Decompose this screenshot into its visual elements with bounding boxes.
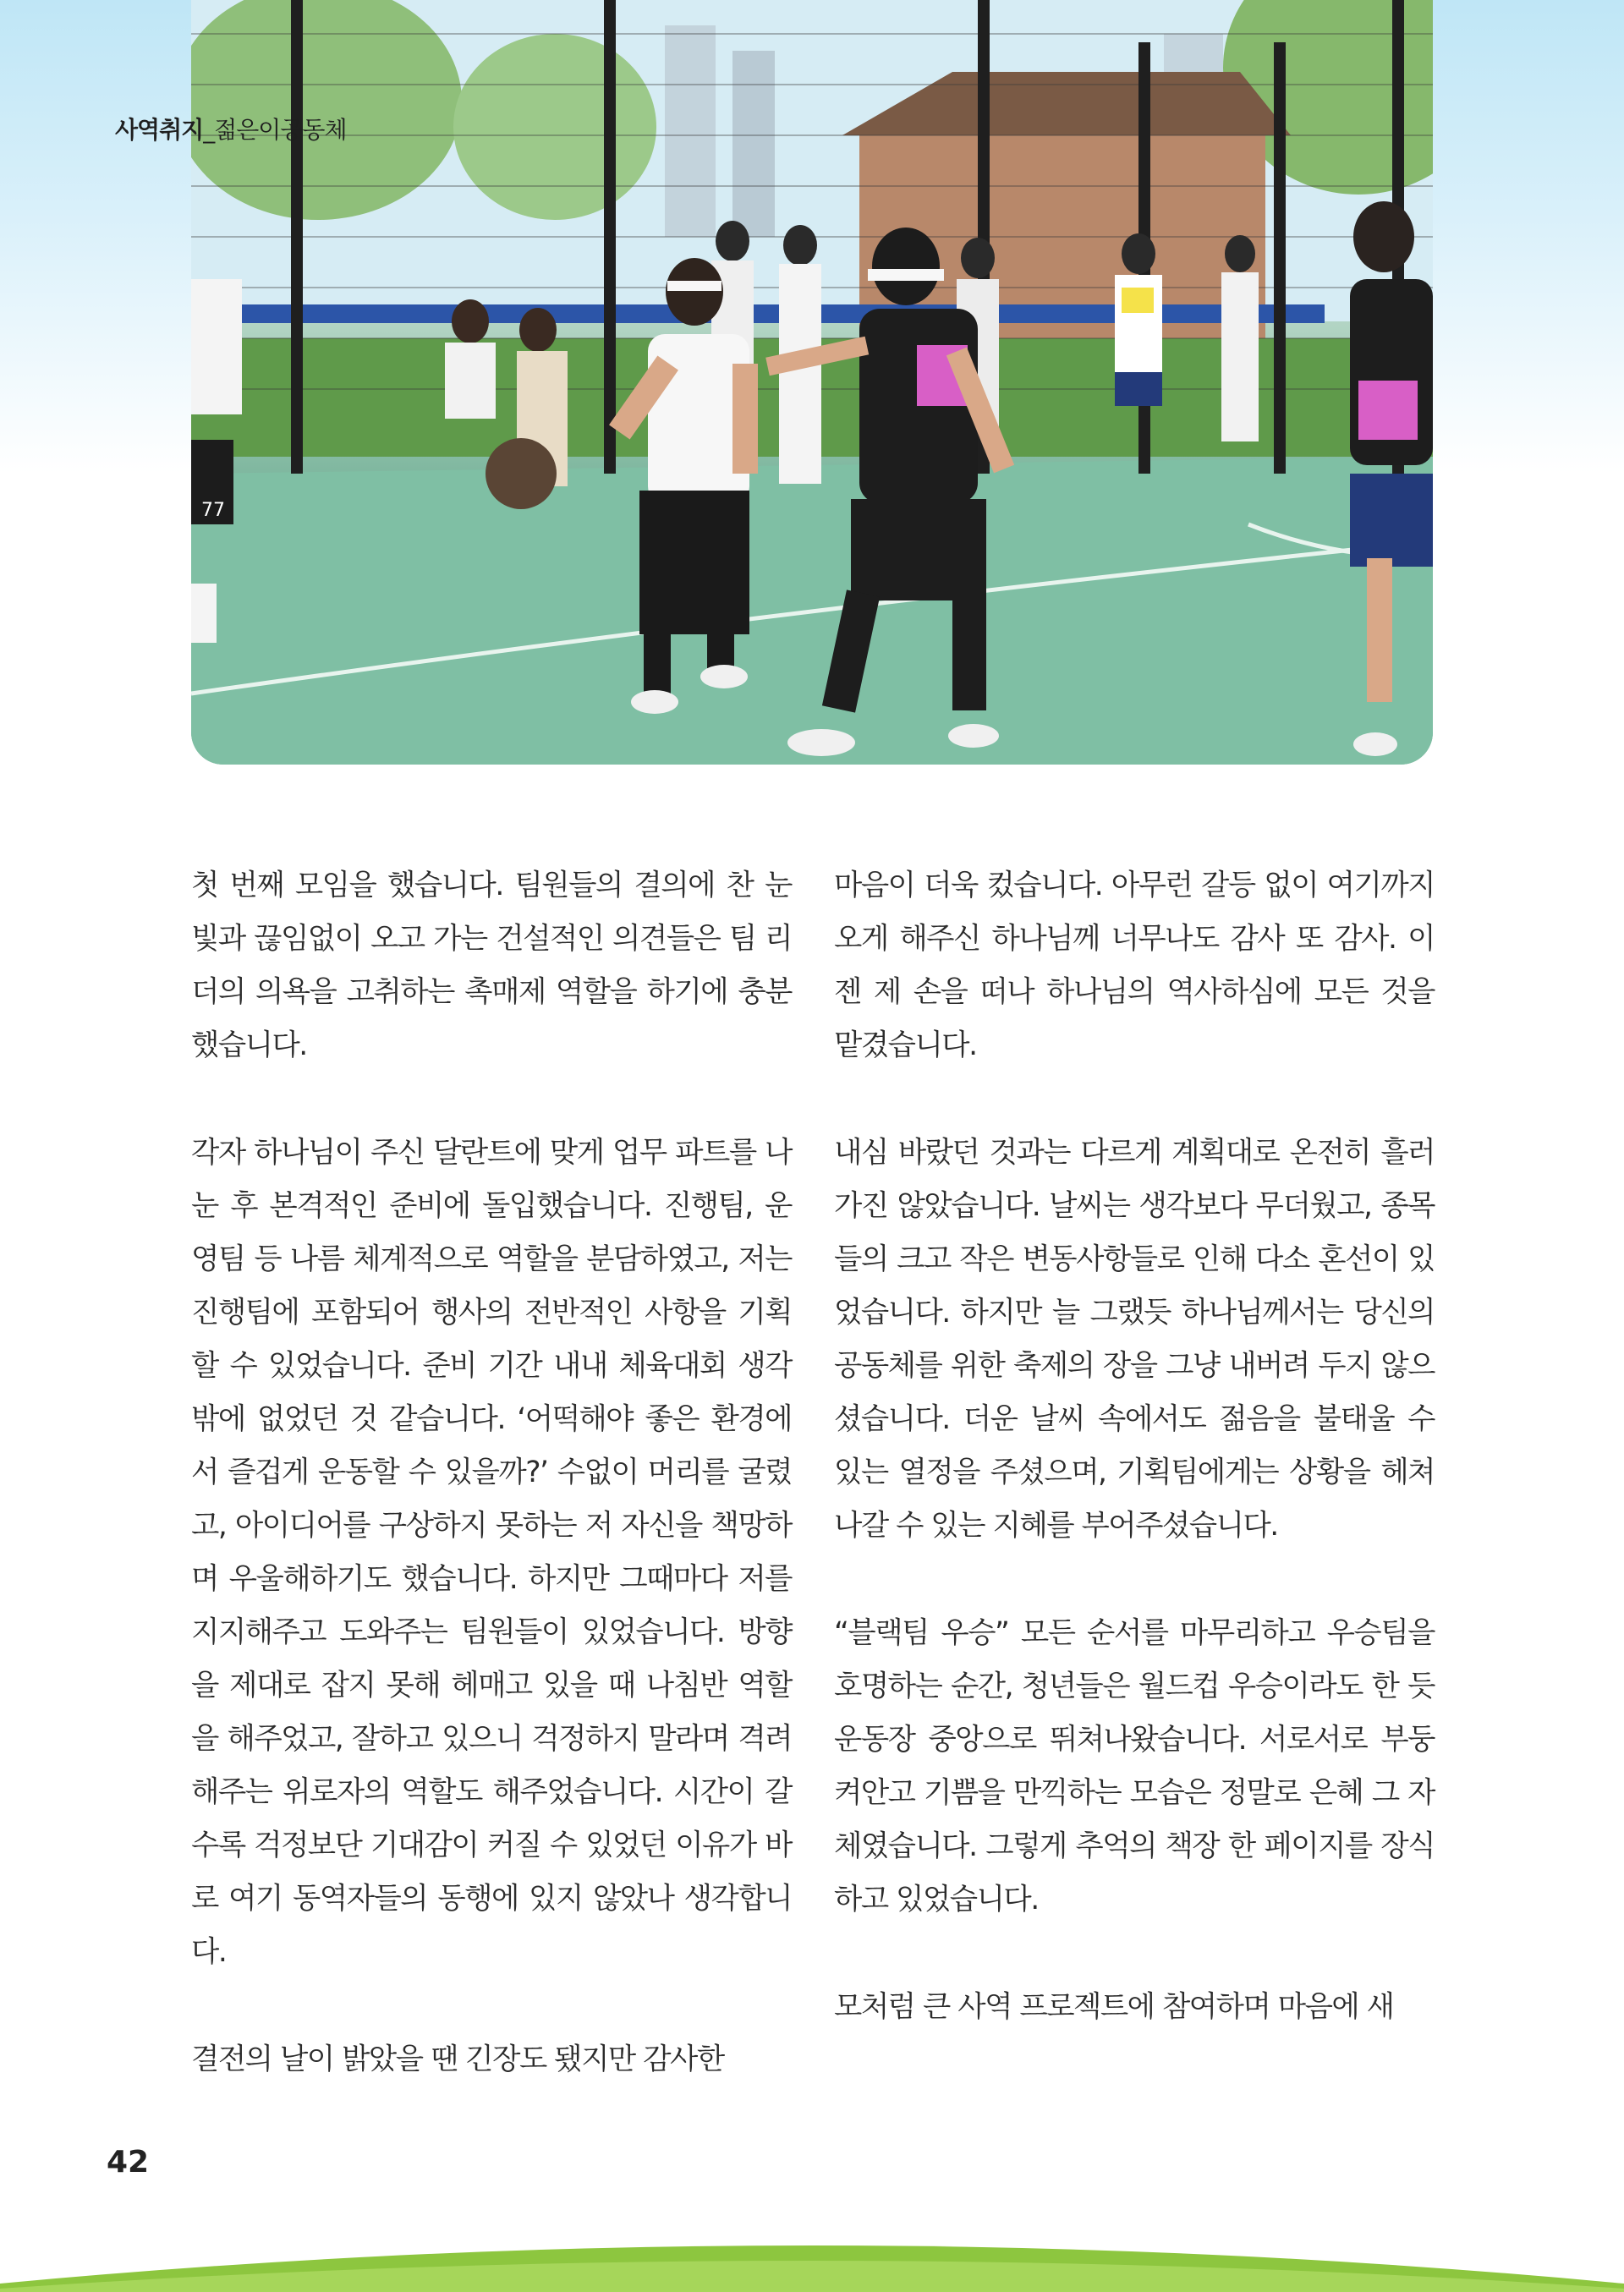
paragraph: 결전의 날이 밝았을 땐 긴장도 됐지만 감사한: [191, 2043, 724, 2076]
paragraph: 각자 하나님이 주신 달란트에 맞게 업무 파트를 나눈 후 본격적인 준비에 돌입했습니다. 진행팀, 운영팀 등 나름 체계적으로 역할을 분담하였고, 저는 진행팀에 포함되어 행사의 전반적인 사항을 기획할 수 있었습니다. 준비 기간 내내 체육대회 생각밖에 없었던 것 같습니다. ‘어떡해야 좋은 환경에서 즐겁게 운동할 수 있을까?’ 수없이 머리를 굴렸고, 아이디어를 구상하지 못하는 저 자신을 책망하며 우울해하기도 했습니다. 하지만 그때마다 저를 지지해주고 도와주는 팀원들이 있었습니다. 방향을 제대로 잡지 못해 헤매고 있을 때 나침반 역할을 해주었고, 잘하고 있으니 걱정하지 말라며 격려해주는 위로자의 역할도 해주었습니다. 시간이 갈수록 걱정보단 기대감이 커질 수 있었던 이유가 바로 여기 동역자들의 동행에 있지 않았나 생각합니다.: [191, 1136, 792, 1969]
page-number: 42: [107, 2145, 150, 2180]
paragraph: 첫 번째 모임을 했습니다. 팀원들의 결의에 찬 눈빛과 끊임없이 오고 가는 건설적인 의견들은 팀 리더의 의욕을 고취하는 촉매제 역할을 하기에 충분했습니다.: [191, 869, 792, 1062]
basketball-game-photo: [191, 0, 1433, 765]
footer-green-wave: [0, 2224, 1624, 2292]
paragraph: “블랙팀 우승” 모든 순서를 마무리하고 우승팀을 호명하는 순간, 청년들은 월드컵 우승이라도 한 듯 운동장 중앙으로 뛰쳐나왔습니다. 서로서로 부둥켜안고 기쁨을 만끽하는 모습은 정말로 은혜 그 자체였습니다. 그렇게 추억의 책장 한 페이지를 장식하고 있었습니다.: [834, 1616, 1435, 1916]
paragraph: 내심 바랐던 것과는 다르게 계획대로 온전히 흘러가진 않았습니다. 날씨는 생각보다 무더웠고, 종목들의 크고 작은 변동사항들로 인해 다소 혼선이 있었습니다. 하지만 늘 그랬듯 하나님께서는 당신의 공동체를 위한 축제의 장을 그냥 내버려 두지 않으셨습니다. 더운 날씨 속에서도 젊음을 불태울 수 있는 열정을 주셨으며, 기획팀에게는 상황을 헤쳐 나갈 수 있는 지혜를 부어주셨습니다.: [834, 1136, 1435, 1543]
paragraph: 마음이 더욱 컸습니다. 아무런 갈등 없이 여기까지 오게 해주신 하나님께 너무나도 감사 또 감사. 이젠 제 손을 떠나 하나님의 역사하심에 모든 것을 맡겼습니다.: [834, 869, 1435, 1062]
building: [732, 51, 775, 237]
section-header: [115, 112, 347, 145]
photo-illustration: [191, 0, 1433, 765]
tree: [453, 34, 656, 220]
section-title: 사역취지: [115, 116, 204, 144]
building: [665, 25, 716, 237]
article-column-left: [191, 859, 792, 2086]
section-subtitle: _젊은이공동체: [203, 116, 347, 144]
basketball-icon: [486, 438, 557, 509]
article-column-right: [834, 859, 1435, 2034]
paragraph: 모처럼 큰 사역 프로젝트에 참여하며 마음에 새: [834, 1990, 1394, 2024]
jersey-number: 77: [201, 500, 225, 521]
